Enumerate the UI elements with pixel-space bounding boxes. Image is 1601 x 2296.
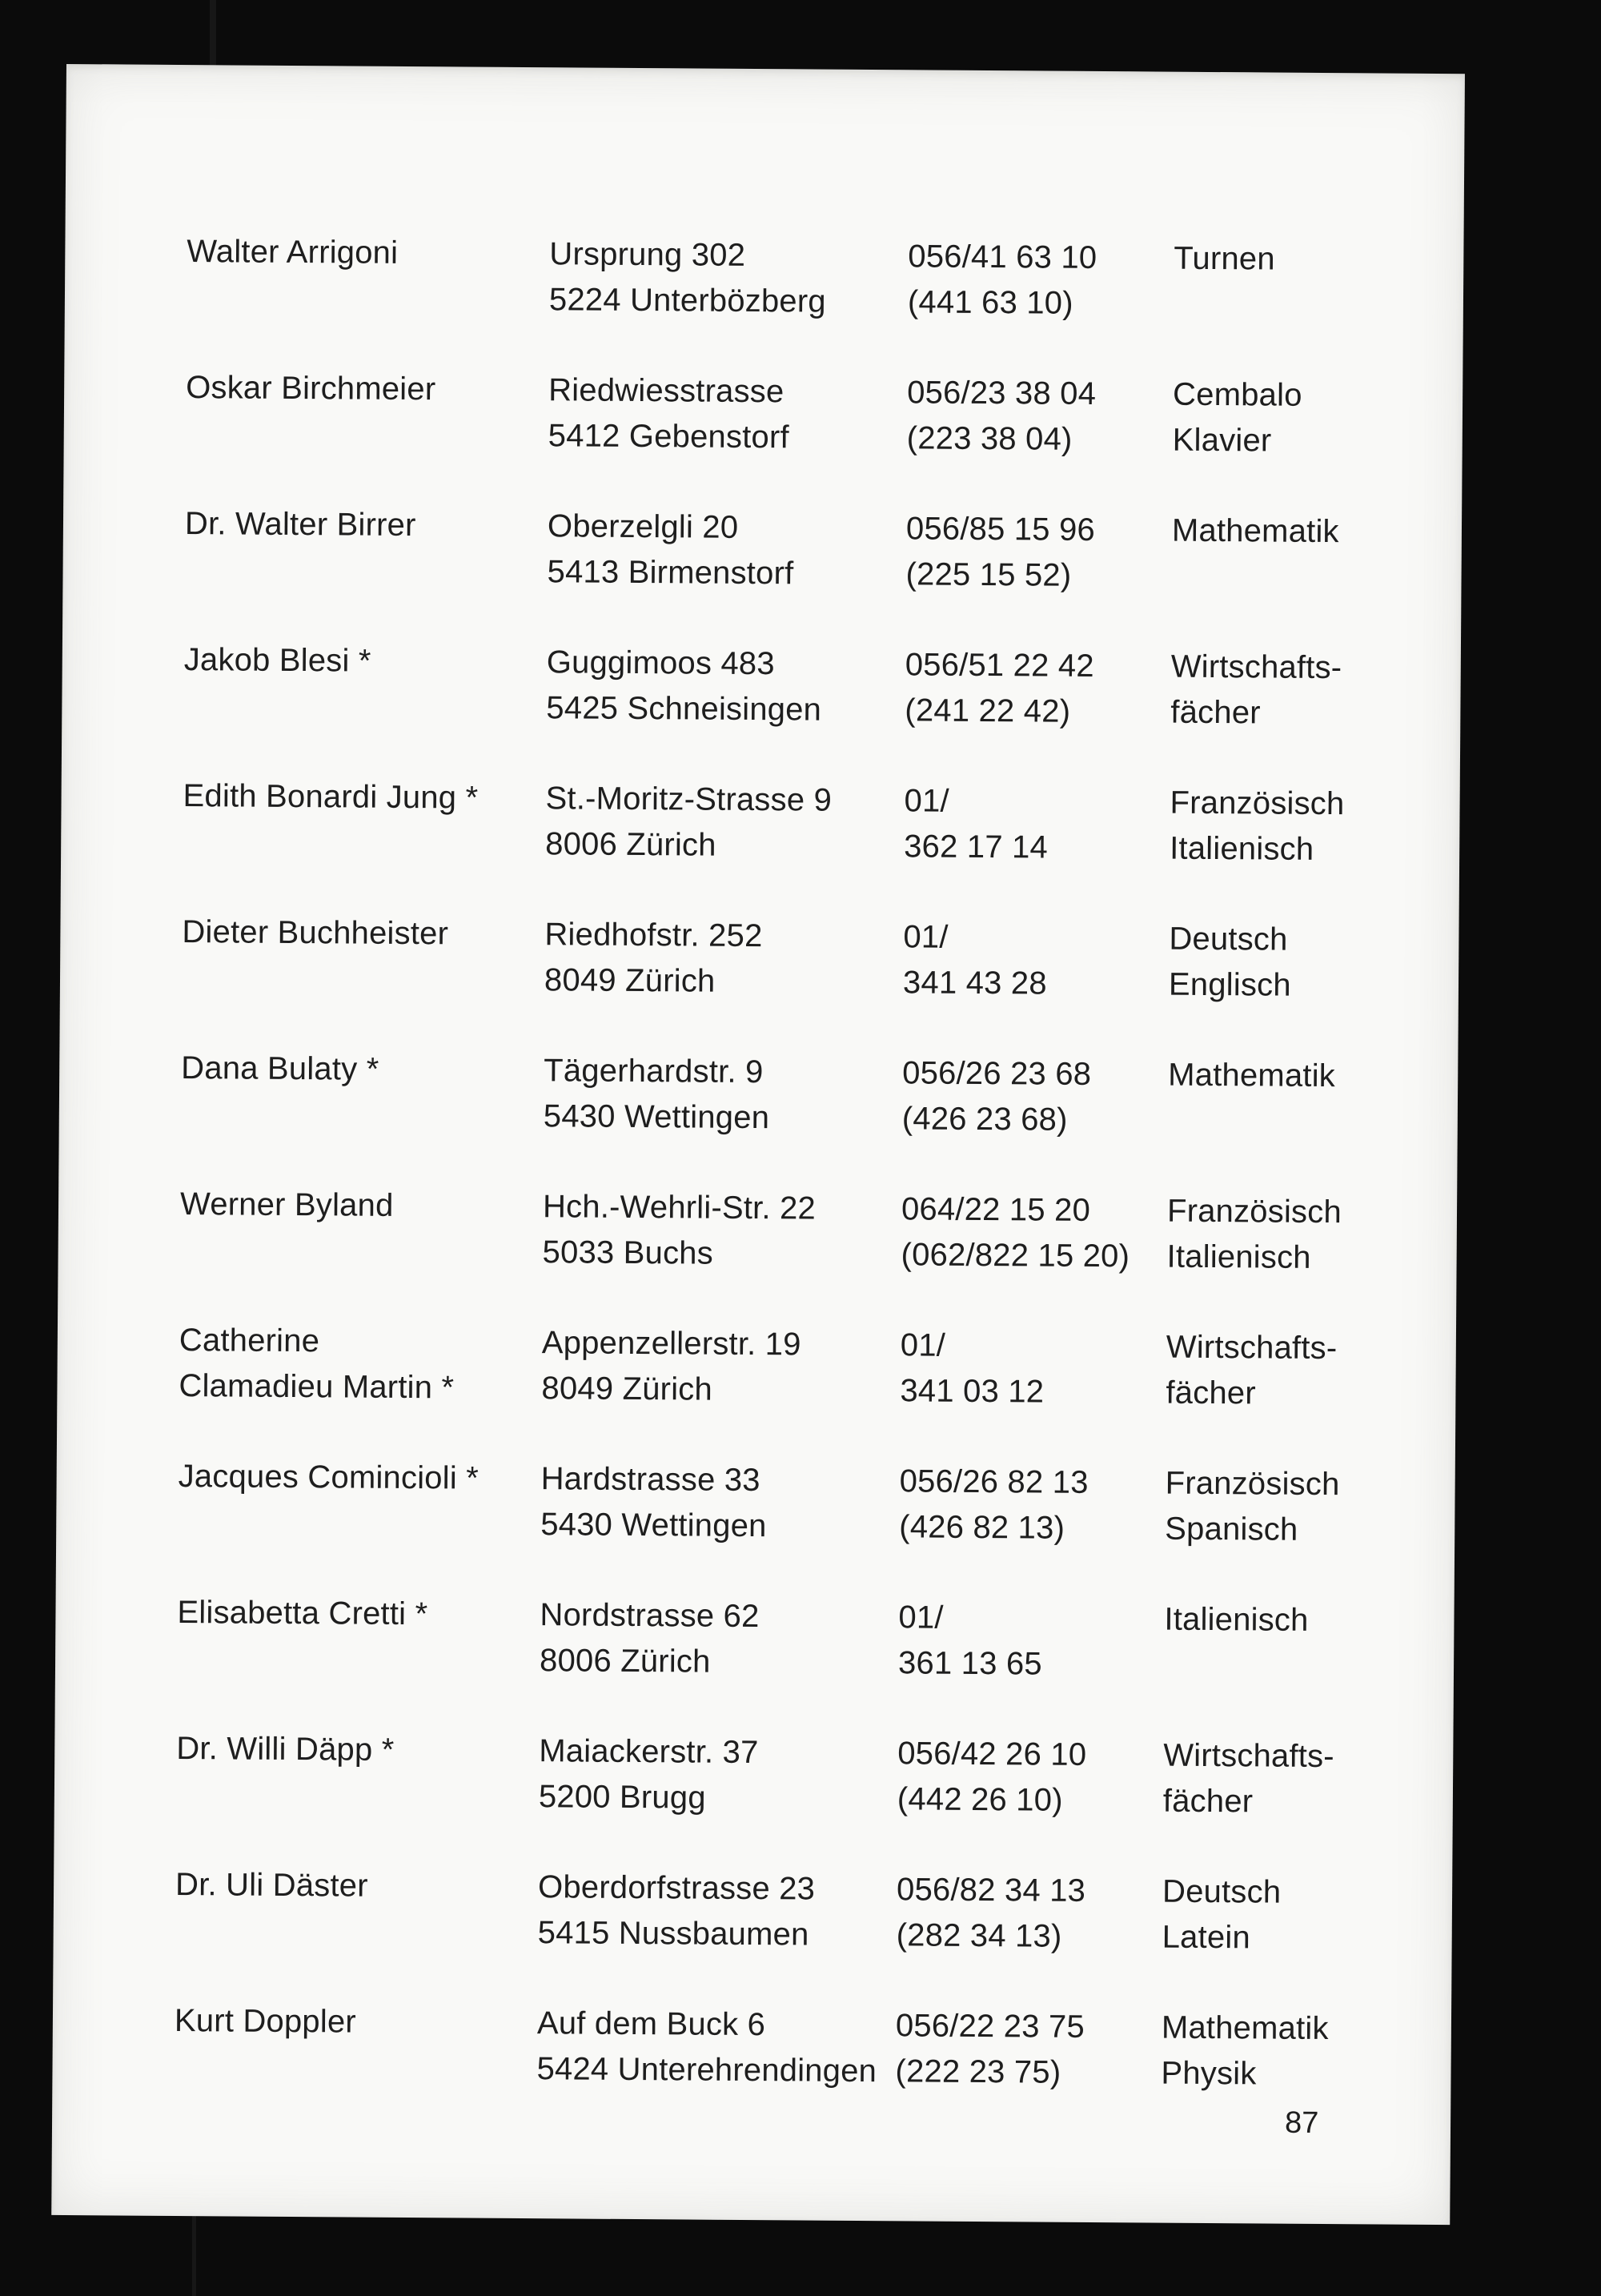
table-row [179,1182,1429,1282]
scan-artifact [210,0,216,67]
table-row [174,1998,1423,2098]
table-row [186,365,1435,465]
person-address: Tägerhardstr. 9 5430 Wettingen [543,1053,770,1136]
person-subjects: Wirtschafts- fächer [1162,1737,1334,1820]
table-row [181,1046,1430,1146]
person-phone: 01/ 362 17 14 [904,783,1049,865]
person-phone: 056/41 63 10 (441 63 10) [907,239,1097,321]
person-subjects: Französisch Italienisch [1166,1193,1342,1275]
person-subjects: Wirtschafts- fächer [1166,1329,1338,1411]
person-address: Maiackerstr. 37 5200 Brugg [538,1733,759,1816]
scanned-page [51,64,1465,2225]
person-phone: 01/ 341 03 12 [900,1327,1045,1410]
table-row [182,909,1431,1010]
person-subjects: Mathematik [1171,512,1339,550]
person-name: Jacques Comincioli * [178,1459,479,1496]
person-subjects: Italienisch [1164,1601,1309,1638]
person-name: Dieter Buchheister [182,914,449,952]
person-name: Edith Bonardi Jung * [183,778,479,816]
person-subjects: Wirtschafts- fächer [1170,648,1342,731]
person-subjects: Deutsch Latein [1162,1873,1282,1956]
person-subjects: Cembalo Klavier [1172,376,1302,459]
directory-table [174,229,1436,2143]
table-row [176,1726,1426,1826]
table-row [179,1318,1428,1418]
person-subjects: Französisch Spanisch [1165,1465,1340,1547]
table-row [183,637,1433,737]
person-address: Riedwiesstrasse 5412 Gebenstorf [548,372,789,456]
person-name: Dana Bulaty * [181,1050,379,1087]
person-name: Oskar Birchmeier [186,370,436,407]
person-name: Dr. Uli Däster [175,1867,368,1904]
person-address: Ursprung 302 5224 Unterbözberg [548,236,826,319]
person-address: Oberdorfstrasse 23 5415 Nussbaumen [537,1869,816,1953]
person-address: Appenzellerstr. 19 8049 Zürich [541,1325,801,1407]
person-phone: 056/23 38 04 (223 38 04) [906,375,1097,457]
person-address: St.-Moritz-Strasse 9 8006 Zürich [545,781,833,863]
table-row [175,1862,1425,1962]
person-phone: 056/42 26 10 (442 26 10) [897,1736,1087,1818]
person-subjects: Mathematik Physik [1161,2009,1329,2092]
person-name: Dr. Walter Birrer [184,506,416,544]
person-phone: 056/85 15 96 (225 15 52) [905,511,1096,593]
person-address: Hch.-Wehrli-Str. 22 5033 Buchs [542,1189,817,1271]
person-address: Guggimoos 483 5425 Schneisingen [546,644,822,728]
table-row [177,1590,1426,1690]
person-phone: 01/ 341 43 28 [902,919,1047,1001]
person-name: Werner Byland [179,1186,394,1223]
person-phone: 01/ 361 13 65 [897,1600,1042,1682]
table-row [184,501,1434,601]
person-phone: 056/51 22 42 (241 22 42) [905,647,1094,729]
table-row [183,773,1432,873]
person-name: Dr. Willi Däpp * [176,1731,395,1768]
page-number: 87 [1284,2105,1319,2140]
scan-artifact [192,2214,196,2296]
person-name: Kurt Doppler [174,2003,357,2040]
person-address: Auf dem Buck 6 5424 Unterehrendingen [536,2005,877,2089]
person-address: Riedhofstr. 252 8049 Zürich [544,917,763,999]
person-phone: 056/82 34 13 (282 34 13) [896,1872,1086,1954]
table-row [187,229,1436,329]
person-address: Hardstrasse 33 5430 Wettingen [540,1461,767,1544]
table-row [178,1454,1427,1554]
person-address: Nordstrasse 62 8006 Zürich [539,1597,760,1680]
person-subjects: Mathematik [1168,1057,1336,1094]
person-phone: 056/22 23 75 (222 23 75) [895,2008,1085,2090]
person-address: Oberzelgli 20 5413 Birmenstorf [547,508,794,592]
person-subjects: Turnen [1174,240,1275,277]
person-name: Elisabetta Cretti * [177,1595,428,1632]
person-name: Catherine Clamadieu Martin * [179,1323,455,1406]
person-subjects: Deutsch Englisch [1168,921,1291,1003]
person-name: Jakob Blesi * [183,642,371,679]
person-phone: 056/26 82 13 (426 82 13) [899,1463,1089,1546]
person-phone: 064/22 15 20 (062/822 15 20) [901,1191,1130,1274]
person-name: Walter Arrigoni [187,234,399,271]
person-phone: 056/26 23 68 (426 23 68) [901,1055,1092,1138]
person-subjects: Französisch Italienisch [1170,785,1345,867]
